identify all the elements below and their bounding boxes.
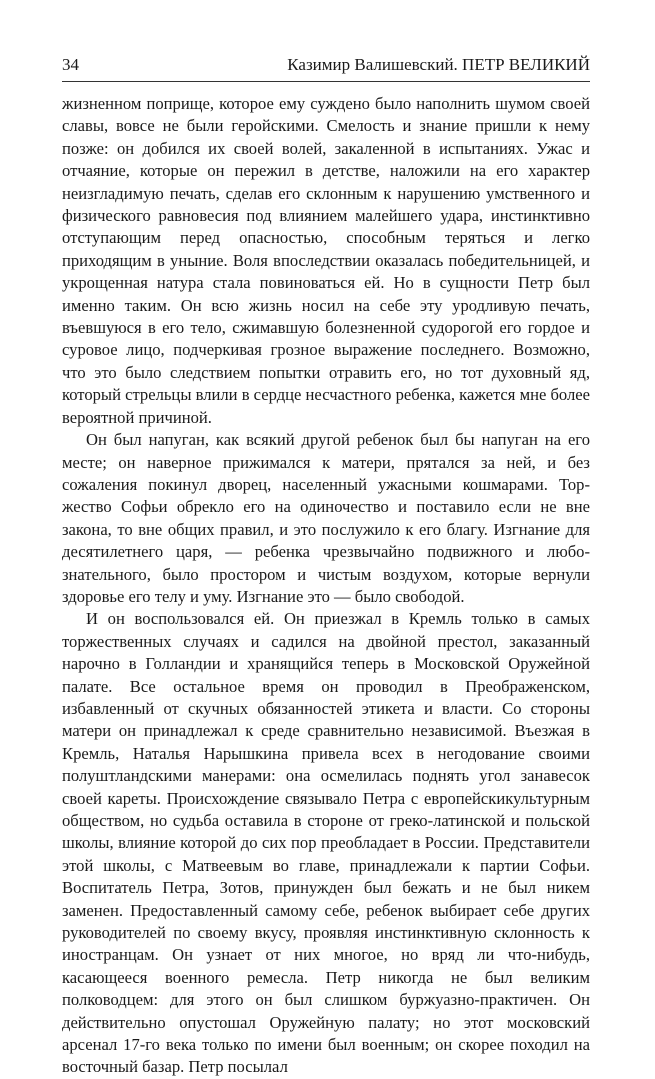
paragraph-3: И он воспользовался ей. Он приезжал в Кремль только в самых торжественных случаях и садился на двойной престол, заказанный нарочно в Голландии и хранящийся теперь в Московской Оружейной палате. Все остальное время он проводил в Преображенском, избавленный от скучных обязанностей этикета и власти. Со стороны матери он принадлежал к среде сравнительно независимой. Въезжая в Кремль, Наталья Нарышкина привела всех в негодование своими полуштландскими манерами: она осмелилась поднять угол занавесок своей кареты. Происхождение связывало Петра с европейскикультурным обществом, но судьба оставила в стороне от греко-латинской и польской школы, влияние которой до сих пор преобладает в России. Представители этой школы, с Матвеевым во главе, принадлежали к партии Софьи. Воспитатель Петра, Зотов, принужден был бежать и не был никем заменен. Предоставленный самому себе, ребенок выбирает себе других руководителей по своему вкусу, проявляя инстинктивную склонность к иностранцам. Он узнает от них многое, но вряд ли что-нибудь, касающееся военного ремесла. Петр никогда не был великим полководцем: для этого он был слишком буржуазно-практичен. Он действительно опустошал Оружейную палату; но этот московский арсенал 17-го века только по имени был военным; он скорее походил на восточный базар. Петр посылал xyxy=(62,609,590,1077)
page-number: 34 xyxy=(62,55,79,74)
body-text xyxy=(62,93,590,1079)
paragraph-2: Он был напуган, как всякий другой ребенок был бы напуган на его месте; он наверное прижимался к матери, прятался за ней, и без сожаления покинул дворец, населенный ужасными кошмарами. Торжество Софьи обрекло его на одиночество и поставило если не вне закона, то вне общих правил, и это послужило к его благу. Изгнание для десятилетнего царя, — ребенка чрезвычайно подвижного и любознательного, было простором и чистым воздухом, которые вернули здоровье его телу и уму. Изгнание это — было свободой. xyxy=(62,430,590,606)
header-rule xyxy=(62,81,590,82)
running-title: Казимир Валишевский. ПЕТР ВЕЛИКИЙ xyxy=(287,55,590,74)
running-header xyxy=(62,55,590,75)
paragraph-1: жизненном поприще, которое ему суждено было наполнить шумом своей славы, вовсе не были геройскими. Смелость и знание пришли к нему позже: он добился их своей волей, закаленной в испытаниях. Ужас и отчаяние, которые он пережил в детстве, наложили на его характер неизгладимую печать, сделав его склонным к нарушению умственного и физического равновесия под влиянием малейшего удара, инстинктивно отступающим перед опасностью, способным теряться и легко приходящим в уныние. Воля впоследствии оказалась победительницей, и укрощенная натура стала повиноваться ей. Но в сущности Петр был именно таким. Он всю жизнь носил на себе эту уродливую печать, въевшуюся в его тело, сжимавшую болезненной судорогой его гордое и суровое лицо, подчеркивая грозное выражение последнего. Возможно, что это было следствием попытки отравить его, но тот духовный яд, который стрельцы влили в сердце несчастного ребенка, кажется мне более вероятной причиной. xyxy=(62,94,590,427)
